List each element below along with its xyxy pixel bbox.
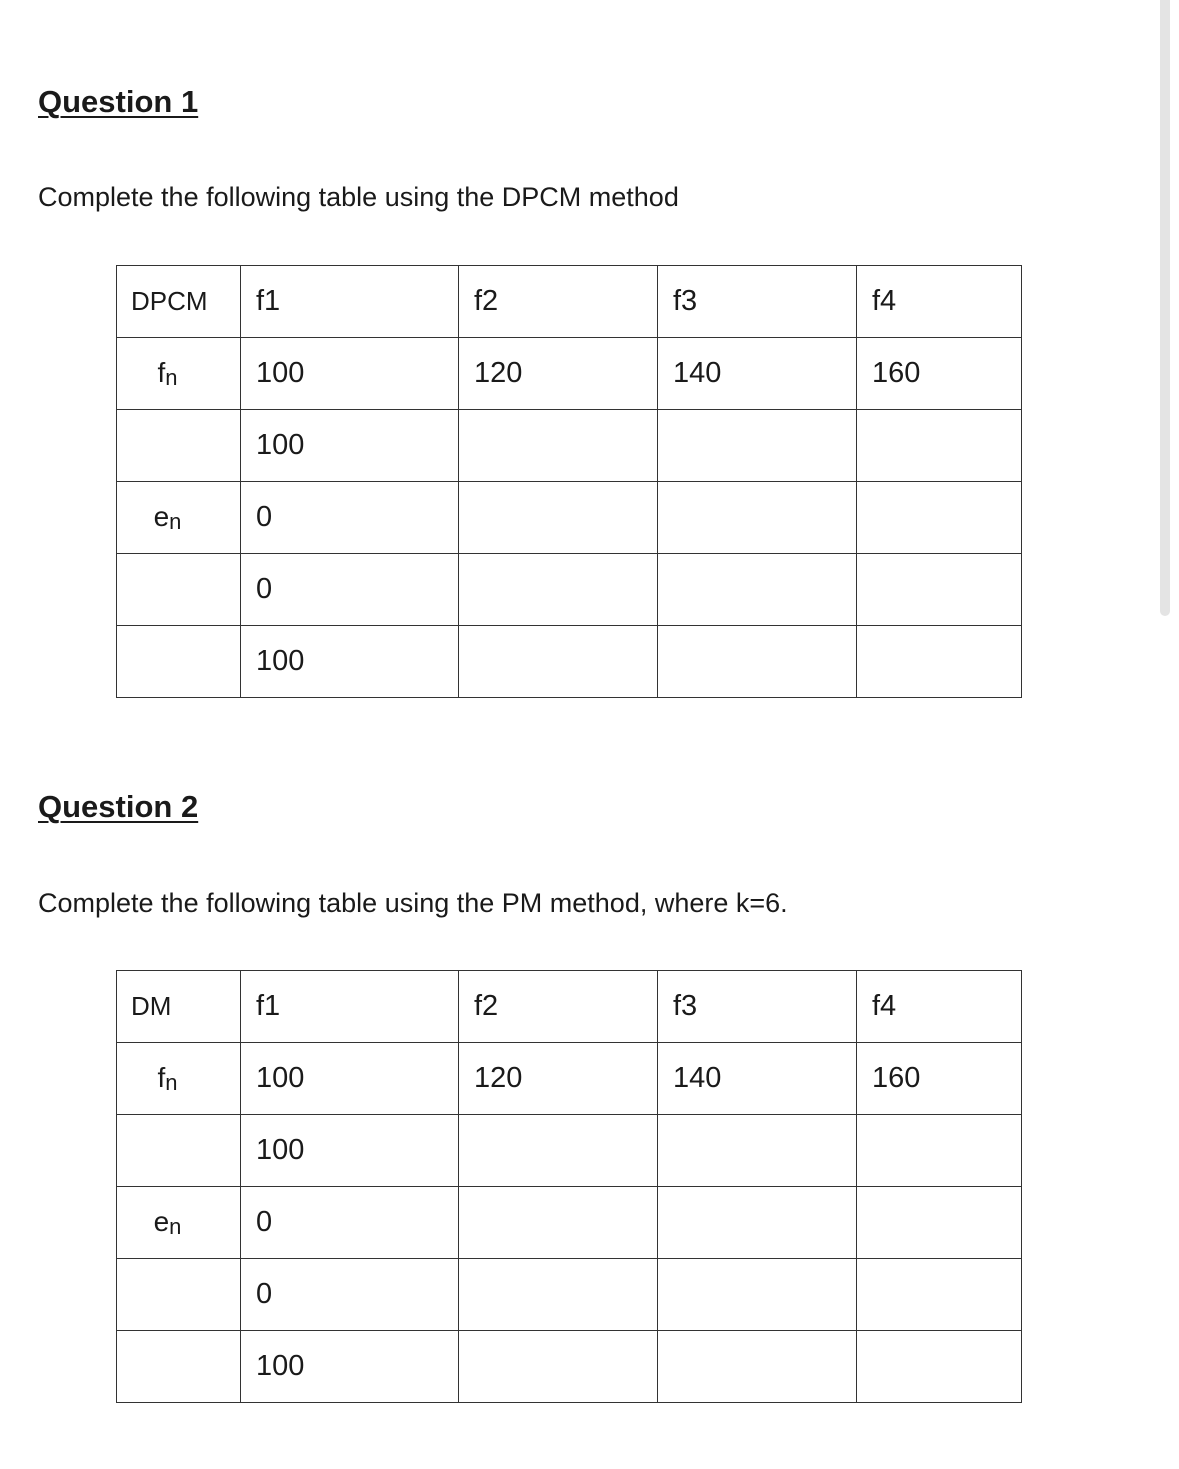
table-cell — [857, 1187, 1022, 1259]
table-row — [117, 338, 1022, 410]
table-cell — [857, 1115, 1022, 1187]
column-header: f1 — [241, 266, 459, 338]
table-cell — [857, 554, 1022, 626]
table-row — [117, 626, 1022, 698]
vertical-scrollbar[interactable] — [1160, 0, 1170, 616]
table-cell: 100 — [241, 626, 459, 698]
question-1-heading: Question 1 — [38, 84, 199, 119]
table-cell — [658, 1259, 857, 1331]
table-cell: 120 — [459, 1043, 658, 1115]
question-1-prompt: Complete the following table using the DPCM method — [38, 182, 679, 212]
column-header: f3 — [658, 971, 857, 1043]
table-header-row — [117, 971, 1022, 1043]
table-header-row — [117, 266, 1022, 338]
table-row — [117, 482, 1022, 554]
table-cell: 100 — [241, 338, 459, 410]
table-cell — [857, 410, 1022, 482]
table-row — [117, 1187, 1022, 1259]
dpcm-table — [116, 265, 1022, 698]
row-label — [117, 410, 241, 482]
table-cell — [857, 626, 1022, 698]
row-label — [117, 554, 241, 626]
table-row — [117, 410, 1022, 482]
column-header: f2 — [459, 266, 658, 338]
table-cell — [658, 482, 857, 554]
table-cell: 160 — [857, 1043, 1022, 1115]
table-cell: 140 — [658, 338, 857, 410]
table-cell — [658, 1115, 857, 1187]
table-cell — [459, 410, 658, 482]
row-label: $f_n$ — [117, 1043, 241, 1115]
table-cell: 100 — [241, 1043, 459, 1115]
table-cell — [459, 1187, 658, 1259]
table-corner-label: DM — [117, 971, 241, 1043]
table-cell — [459, 1115, 658, 1187]
column-header: f3 — [658, 266, 857, 338]
row-label — [117, 1331, 241, 1403]
row-label: $f_n$ — [117, 338, 241, 410]
row-label — [117, 1259, 241, 1331]
table-row — [117, 1259, 1022, 1331]
table-cell — [459, 482, 658, 554]
table-cell — [857, 1331, 1022, 1403]
table-cell — [857, 482, 1022, 554]
column-header: f4 — [857, 266, 1022, 338]
table-cell: 120 — [459, 338, 658, 410]
row-label: $e_n$ — [117, 1187, 241, 1259]
table-cell: 0 — [241, 554, 459, 626]
table-cell — [658, 626, 857, 698]
table-cell — [459, 554, 658, 626]
row-label: $e_n$ — [117, 482, 241, 554]
table-corner-label: DPCM — [117, 266, 241, 338]
table-cell — [658, 1187, 857, 1259]
table-cell — [658, 1331, 857, 1403]
table-row — [117, 554, 1022, 626]
table-cell — [459, 1331, 658, 1403]
row-label — [117, 626, 241, 698]
table-cell — [459, 1259, 658, 1331]
table-cell — [658, 410, 857, 482]
column-header: f2 — [459, 971, 658, 1043]
table-row — [117, 1043, 1022, 1115]
table-cell: 140 — [658, 1043, 857, 1115]
row-label — [117, 1115, 241, 1187]
table-cell — [857, 1259, 1022, 1331]
pm-table — [116, 970, 1022, 1403]
table-cell: 0 — [241, 1259, 459, 1331]
question-2-prompt: Complete the following table using the PM method, where k=6. — [38, 888, 788, 918]
table-cell: 100 — [241, 410, 459, 482]
table-cell: 0 — [241, 482, 459, 554]
table-row — [117, 1115, 1022, 1187]
question-2-heading: Question 2 — [38, 789, 199, 824]
table-cell: 100 — [241, 1115, 459, 1187]
table-cell — [459, 626, 658, 698]
column-header: f1 — [241, 971, 459, 1043]
table-cell: 0 — [241, 1187, 459, 1259]
table-cell: 100 — [241, 1331, 459, 1403]
table-cell: 160 — [857, 338, 1022, 410]
table-cell — [658, 554, 857, 626]
table-row — [117, 1331, 1022, 1403]
column-header: f4 — [857, 971, 1022, 1043]
